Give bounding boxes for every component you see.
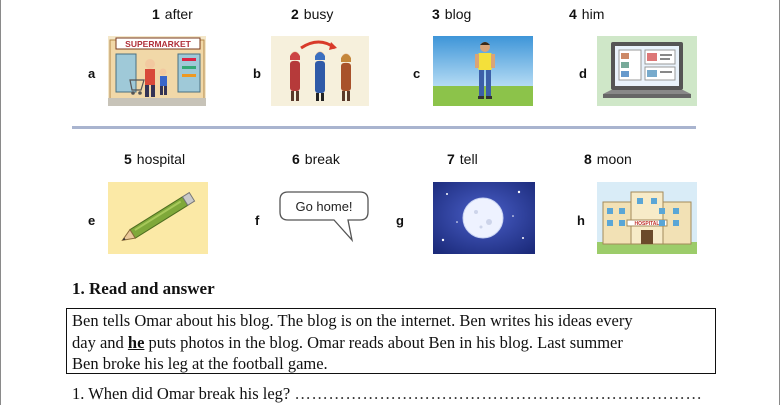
word-5: 5 hospital (124, 151, 186, 167)
laptop-blog-picture (597, 36, 697, 106)
reading-passage (66, 308, 716, 374)
letter-a: a (88, 66, 96, 81)
supermarket-picture (108, 36, 206, 106)
underlined-word: he (127, 332, 145, 352)
letter-f: f (255, 213, 260, 228)
svg-text:SUPERMARKET: SUPERMARKET (125, 39, 191, 49)
letter-h: h (577, 213, 585, 228)
word-3: 3 blog (432, 6, 472, 22)
word-1: 1 after (152, 6, 193, 22)
word-6: 6 break (292, 151, 340, 167)
speech-bubble-picture (278, 190, 370, 244)
section-divider (72, 126, 696, 129)
walking-people-picture (271, 36, 369, 106)
passage-line-1: Ben tells Omar about his blog. The blog is on the internet. Ben writes his ideas every (72, 311, 633, 330)
exercise-heading: 1. Read and answer (72, 279, 215, 298)
pencil-picture (108, 182, 208, 254)
word-8: 8 moon (584, 151, 632, 167)
answer-blank[interactable]: ……………………………………………………………… (294, 384, 703, 403)
question-1 (72, 384, 702, 404)
hospital-building-picture (597, 182, 697, 254)
letter-b: b (253, 66, 261, 81)
passage-line-3: Ben broke his leg at the football game. (72, 354, 328, 373)
word-2: 2 busy (291, 6, 334, 22)
word-7: 7 tell (447, 151, 478, 167)
svg-text:Go home!: Go home! (295, 199, 353, 214)
letter-g: g (396, 213, 404, 228)
full-moon-picture (433, 182, 535, 254)
svg-text:HOSPITAL: HOSPITAL (634, 221, 660, 227)
passage-line-2: day and he puts photos in the blog. Omar reads about Ben in his blog. Last summer (72, 332, 623, 352)
left-page-edge (0, 0, 1, 405)
letter-e: e (88, 213, 96, 228)
standing-boy-picture (433, 36, 533, 106)
letter-c: c (413, 66, 421, 81)
word-4: 4 him (569, 6, 605, 22)
letter-d: d (579, 66, 587, 81)
question-1-text: 1. When did Omar break his leg? (72, 384, 295, 403)
